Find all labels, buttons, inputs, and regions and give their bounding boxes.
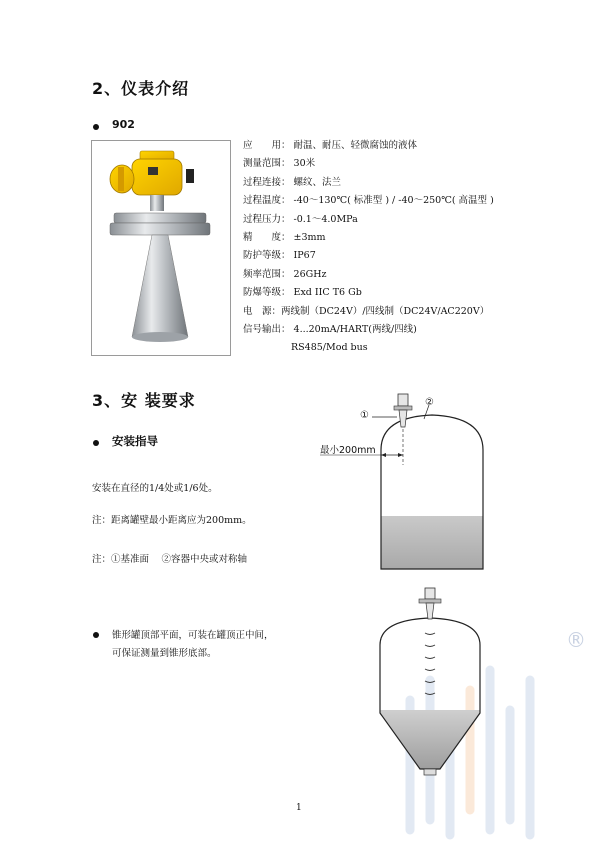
legend-note: 注：①基准面 ②容器中央或对称轴	[92, 554, 248, 565]
spec-power: 电 源：两线制（DC24V）/四线制（DC24V/AC220V）	[243, 305, 490, 317]
bullet	[93, 632, 99, 638]
section-2-title: 2、仪表介绍	[92, 79, 190, 98]
model-label: 902	[112, 118, 135, 131]
callout-1: ①	[360, 410, 369, 421]
section-3-title: 3、安 装要求	[92, 391, 196, 410]
spec-explosion: 防爆等级： Exd IIC T6 Gb	[243, 287, 362, 299]
page-number: 1	[296, 803, 302, 813]
cone-tank-text-2: 可保证测量到锥形底部。	[112, 648, 217, 659]
install-position-text: 安装在直径的1/4处或1/6处。	[92, 483, 218, 494]
spec-frequency: 频率范围： 26GHz	[243, 268, 327, 280]
spec-protection: 防护等级： IP67	[243, 250, 316, 262]
spec-temperature: 过程温度： -40～130℃( 标准型 ) / -40～250℃( 高温型 )	[243, 195, 494, 207]
spec-pressure: 过程压力： -0.1～4.0MPa	[243, 213, 358, 225]
cone-tank-diagram	[370, 585, 490, 780]
spec-list	[243, 137, 494, 358]
install-guide-title: 安装指导	[112, 434, 158, 448]
radar-level-meter-image	[92, 141, 230, 355]
cone-tank-text-1: 锥形罐顶部平面，可装在罐顶正中间，	[112, 630, 274, 641]
bullet	[93, 440, 99, 446]
spec-range: 测量范围： 30米	[243, 158, 316, 170]
spec-output-rs485: RS485/Mod bus	[291, 342, 368, 354]
product-photo	[91, 140, 231, 356]
min-distance-label: 最小200mm	[320, 445, 376, 456]
callout-2: ②	[425, 397, 434, 408]
bullet	[93, 124, 99, 130]
spec-accuracy: 精 度： ±3mm	[243, 232, 326, 244]
spec-output: 信号输出： 4...20mA/HART(两线/四线)	[243, 324, 417, 336]
registered-mark: ®	[566, 628, 586, 652]
spec-connection: 过程连接： 螺纹、法兰	[243, 176, 342, 188]
spec-application: 应 用： 耐温、耐压、轻微腐蚀的液体	[243, 140, 418, 151]
min-distance-note: 注：距离罐壁最小距离应为200mm。	[92, 515, 252, 526]
tank-install-diagram	[310, 385, 510, 580]
